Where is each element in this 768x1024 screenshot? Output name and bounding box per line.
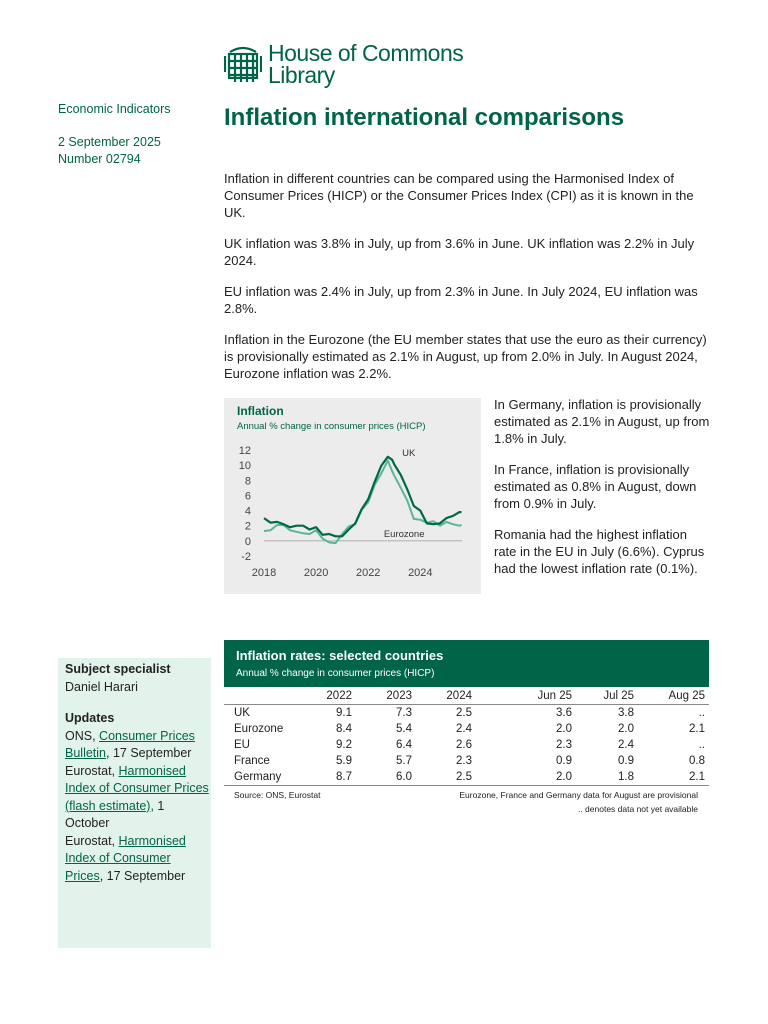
y-tick-label: 12 xyxy=(238,445,251,457)
intro-paragraph: UK inflation was 3.8% in July, up from 3.6% in June. UK inflation was 2.2% in July 2024. xyxy=(224,236,695,268)
table-subtitle: Annual % change in consumer prices (HICP) xyxy=(236,668,435,679)
y-tick-label: 2 xyxy=(244,520,251,533)
eurostat-flash-link[interactable]: Harmonised Index of Consumer Prices (flash estimate), xyxy=(65,763,209,813)
y-tick-label: 0 xyxy=(244,535,251,548)
intro-paragraph: EU inflation was 2.4% in July, up from 2.3% in June. In July 2024, EU inflation was 2.8%. xyxy=(224,284,698,316)
column-header: 2022 xyxy=(290,687,356,705)
publish-date: 2 September 2025 xyxy=(58,135,161,149)
specialist-heading: Subject specialist xyxy=(65,662,171,676)
briefing-number: Number 02794 xyxy=(58,152,141,166)
germany-note: In Germany, inflation is provisionally estimated as 2.1% in August, up from 1.8% in July. xyxy=(494,397,710,446)
series-line-eurozone xyxy=(264,461,462,543)
y-tick-label: -2 xyxy=(241,551,251,563)
logo xyxy=(224,42,463,86)
intro-text xyxy=(224,170,710,396)
table-row: EU 9.2 6.4 2.6 2.3 2.4 .. xyxy=(234,739,705,751)
x-tick-label: 2018 xyxy=(251,567,277,579)
portcullis-icon xyxy=(224,42,262,86)
page-title: Inflation international comparisons xyxy=(224,104,625,131)
specialist-name: Daniel Harari xyxy=(65,679,138,694)
table-row: Germany 8.7 6.0 2.5 2.0 1.8 2.1 xyxy=(224,769,709,786)
table-source: Source: ONS, Eurostat xyxy=(234,790,321,800)
update-item: Eurostat, Harmonised Index of Consumer Prices (flash estimate), 1 October xyxy=(65,763,209,830)
updates-heading: Updates xyxy=(65,711,115,725)
eurostat-hicp-link[interactable]: Harmonised Index of Consumer Prices xyxy=(65,833,186,883)
table-header-row xyxy=(224,687,709,705)
intro-paragraph: Inflation in the Eurozone (the EU member states that use the euro as their currency) is provisionally estimated as 2.1% in August, up from 2.0% in July. In August 2024, Eurozone inflation was 2.2%. xyxy=(224,332,707,381)
chart-title: Inflation xyxy=(237,404,284,418)
y-tick-label: 10 xyxy=(238,460,251,473)
inflation-table xyxy=(224,687,709,786)
table-row: France 5.9 5.7 2.3 0.9 0.9 0.8 xyxy=(234,755,705,767)
chart-subtitle: Annual % change in consumer prices (HICP) xyxy=(237,421,426,432)
x-tick-label: 2022 xyxy=(355,567,381,579)
ons-cpi-link[interactable]: Consumer Prices Bulletin xyxy=(65,728,195,760)
romania-cyprus-note: Romania had the highest inflation rate in the EU in July (6.6%). Cyprus had the lowest inflation rate (0.1%). xyxy=(494,527,705,576)
specialist-panel xyxy=(58,658,211,948)
provisional-note: Eurozone, France and Germany data for August are provisional xyxy=(459,790,698,800)
document-meta xyxy=(58,101,171,168)
column-header: 2024 xyxy=(416,687,476,705)
table-row: UK 9.1 7.3 2.5 3.6 3.8 .. xyxy=(234,707,705,719)
column-header: Jun 25 xyxy=(476,687,576,705)
column-header: Aug 25 xyxy=(638,687,709,705)
column-header: 2023 xyxy=(356,687,416,705)
inflation-chart xyxy=(224,398,481,594)
logo-wordmark: House of Commons Library xyxy=(268,40,464,88)
x-tick-label: 2020 xyxy=(303,567,329,579)
table-header xyxy=(224,640,709,687)
intro-paragraph: Inflation in different countries can be compared using the Harmonised Index of Consumer Prices (HICP) or the Consumer Prices Index (CPI) as it is known in the UK. xyxy=(224,171,694,220)
update-item: ONS, Consumer Prices Bulletin, 17 September xyxy=(65,728,195,760)
table-notes xyxy=(224,786,709,816)
country-notes xyxy=(494,396,712,591)
table-row: Eurozone 8.4 5.4 2.4 2.0 2.0 2.1 xyxy=(234,723,705,735)
series-label-eurozone: Eurozone xyxy=(383,529,425,541)
series-label: Economic Indicators xyxy=(58,102,171,116)
availability-note: .. denotes data not yet available xyxy=(577,804,698,814)
column-header: Jul 25 xyxy=(576,687,638,705)
y-tick-label: 4 xyxy=(244,505,251,518)
series-label-uk: UK xyxy=(402,448,416,460)
update-item: Eurostat, Harmonised Index of Consumer Prices, 17 September xyxy=(65,833,186,883)
series-line-uk xyxy=(264,457,462,537)
y-tick-label: 6 xyxy=(244,490,251,503)
france-note: In France, inflation is provisionally estimated as 0.8% in August, down from 0.9% in July. xyxy=(494,462,697,511)
table-title: Inflation rates: selected countries xyxy=(236,648,444,663)
x-tick-label: 2024 xyxy=(408,567,433,579)
y-tick-label: 8 xyxy=(244,475,251,488)
inflation-table-card xyxy=(224,640,709,816)
